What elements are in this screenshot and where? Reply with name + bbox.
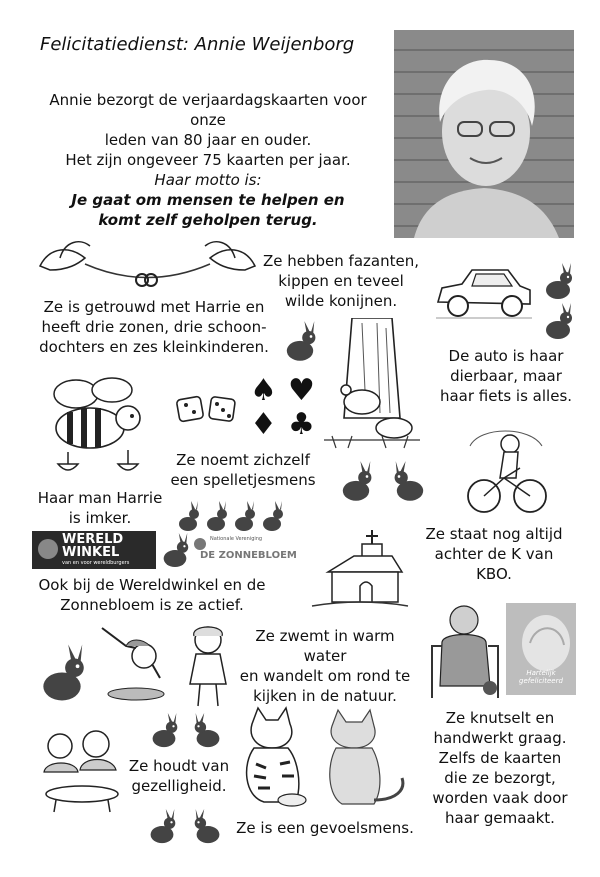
text-line: De auto is haar	[448, 347, 564, 365]
logo-line: WERELD	[62, 532, 124, 547]
family-table-illustration	[36, 722, 126, 814]
swimmer-illustration	[96, 620, 176, 702]
rabbit-icon	[146, 712, 182, 750]
text-line: kippen en teveel	[278, 272, 404, 290]
text-line: haar gemaakt.	[445, 809, 555, 827]
text-line: die ze bezorgt,	[444, 769, 556, 787]
text-wereldwinkel	[30, 575, 274, 615]
text-fazanten	[262, 251, 420, 311]
text-zwemt	[234, 626, 416, 706]
church-illustration	[310, 528, 410, 612]
text-line: wilde konijnen.	[284, 292, 398, 310]
text-line: een spelletjesmens	[170, 471, 316, 489]
bicycle-illustration	[460, 416, 552, 520]
intro-line: Het zijn ongeveer 75 kaarten per jaar.	[65, 151, 351, 169]
rabbit-icon	[336, 460, 376, 504]
rabbit-icon	[280, 320, 320, 364]
logo-title: DE ZONNEBLOEM	[200, 550, 297, 561]
diamond-icon: ♦	[250, 407, 277, 442]
spade-icon: ♠	[250, 373, 277, 408]
rabbit-icon	[158, 532, 192, 570]
card-caption: Hartelijk gefeliciteerd	[519, 669, 563, 685]
text-line: Zelfs de kaarten	[438, 749, 562, 767]
text-line: dochters en zes kleinkinderen.	[39, 338, 269, 356]
rabbit-icon	[190, 808, 226, 846]
text-auto	[428, 346, 584, 406]
text-line: haar fiets is alles.	[439, 387, 573, 405]
greeting-card-photo	[506, 603, 576, 695]
rabbit-icon	[190, 712, 226, 750]
text-line: KBO.	[476, 565, 512, 583]
motto-label: Haar motto is:	[154, 171, 262, 189]
zonnebloem-logo	[194, 534, 297, 568]
text-kbo	[416, 524, 572, 584]
text-line: is imker.	[68, 509, 132, 527]
logo-line: WINKEL	[62, 545, 120, 560]
cats-illustration	[236, 704, 414, 812]
motto-line: komt zelf geholpen terug.	[98, 211, 318, 229]
card-suits-icon	[248, 374, 328, 444]
portrait-photo	[394, 30, 574, 238]
text-line: Ze hebben fazanten,	[263, 252, 419, 270]
intro-line: Annie bezorgt de verjaardagskaarten voor onze	[49, 91, 367, 129]
text-spelletjes	[168, 450, 318, 490]
text-line: heeft drie zonen, drie schoon-	[41, 318, 267, 336]
knitting-granny-illustration	[428, 602, 504, 700]
text-gevoelsmens	[236, 818, 414, 838]
text-getrouwd	[30, 297, 278, 357]
text-line: Ook bij de Wereldwinkel en de	[38, 576, 266, 594]
text-line: Ze is getrouwd met Harrie en	[43, 298, 265, 316]
text-knutselt	[424, 708, 576, 828]
text-line: dierbaar, maar	[450, 367, 562, 385]
dice-icon	[174, 390, 242, 426]
globe-icon	[38, 539, 58, 559]
text-line: gezelligheid.	[131, 777, 227, 795]
rabbit-icon	[540, 262, 576, 302]
text-line: Ze knutselt en	[445, 709, 555, 727]
text-line: Ze houdt van	[128, 757, 230, 775]
logo-tagline: van en voor wereldburgers	[62, 560, 130, 566]
car-illustration	[432, 262, 536, 324]
text-line: achter de K van	[434, 545, 554, 563]
logo-tagline: Nationale Vereniging	[210, 536, 263, 542]
rabbit-icon	[390, 460, 430, 504]
wereldwinkel-logo	[32, 531, 156, 569]
girl-illustration	[180, 622, 236, 712]
text-gezelligheid	[126, 756, 232, 796]
page-title: Felicitatiedienst: Annie Weijenborg	[40, 34, 355, 55]
rabbit-icon	[540, 302, 576, 342]
intro-line: leden van 80 jaar en ouder.	[104, 131, 312, 149]
motto-line: Je gaat om mensen te helpen en	[71, 191, 345, 209]
rabbit-icon	[144, 808, 180, 846]
bee-illustration	[40, 372, 152, 480]
text-line: Ze staat nog altijd	[425, 525, 563, 543]
club-icon: ♣	[288, 407, 315, 442]
wedding-doves-illustration	[30, 236, 265, 291]
heart-icon: ♥	[288, 373, 315, 408]
text-line: Ze is een gevoelsmens.	[236, 819, 414, 837]
text-line: Haar man Harrie	[37, 489, 163, 507]
text-imker	[30, 488, 170, 528]
chickens-tree-illustration	[322, 318, 422, 450]
text-line: Zonnebloem is ze actief.	[60, 596, 244, 614]
text-line: handwerkt graag.	[433, 729, 567, 747]
intro-text	[30, 90, 386, 230]
text-line: en wandelt om rond te	[239, 667, 411, 685]
text-line: worden vaak door	[432, 789, 568, 807]
sunflower-icon	[194, 538, 206, 550]
text-line: kijken in de natuur.	[253, 687, 397, 705]
text-line: Ze noemt zichzelf	[176, 451, 310, 469]
rabbit-row-illustration	[174, 500, 290, 534]
rabbit-icon	[34, 640, 90, 708]
text-line: Ze zwemt in warm water	[255, 627, 395, 665]
